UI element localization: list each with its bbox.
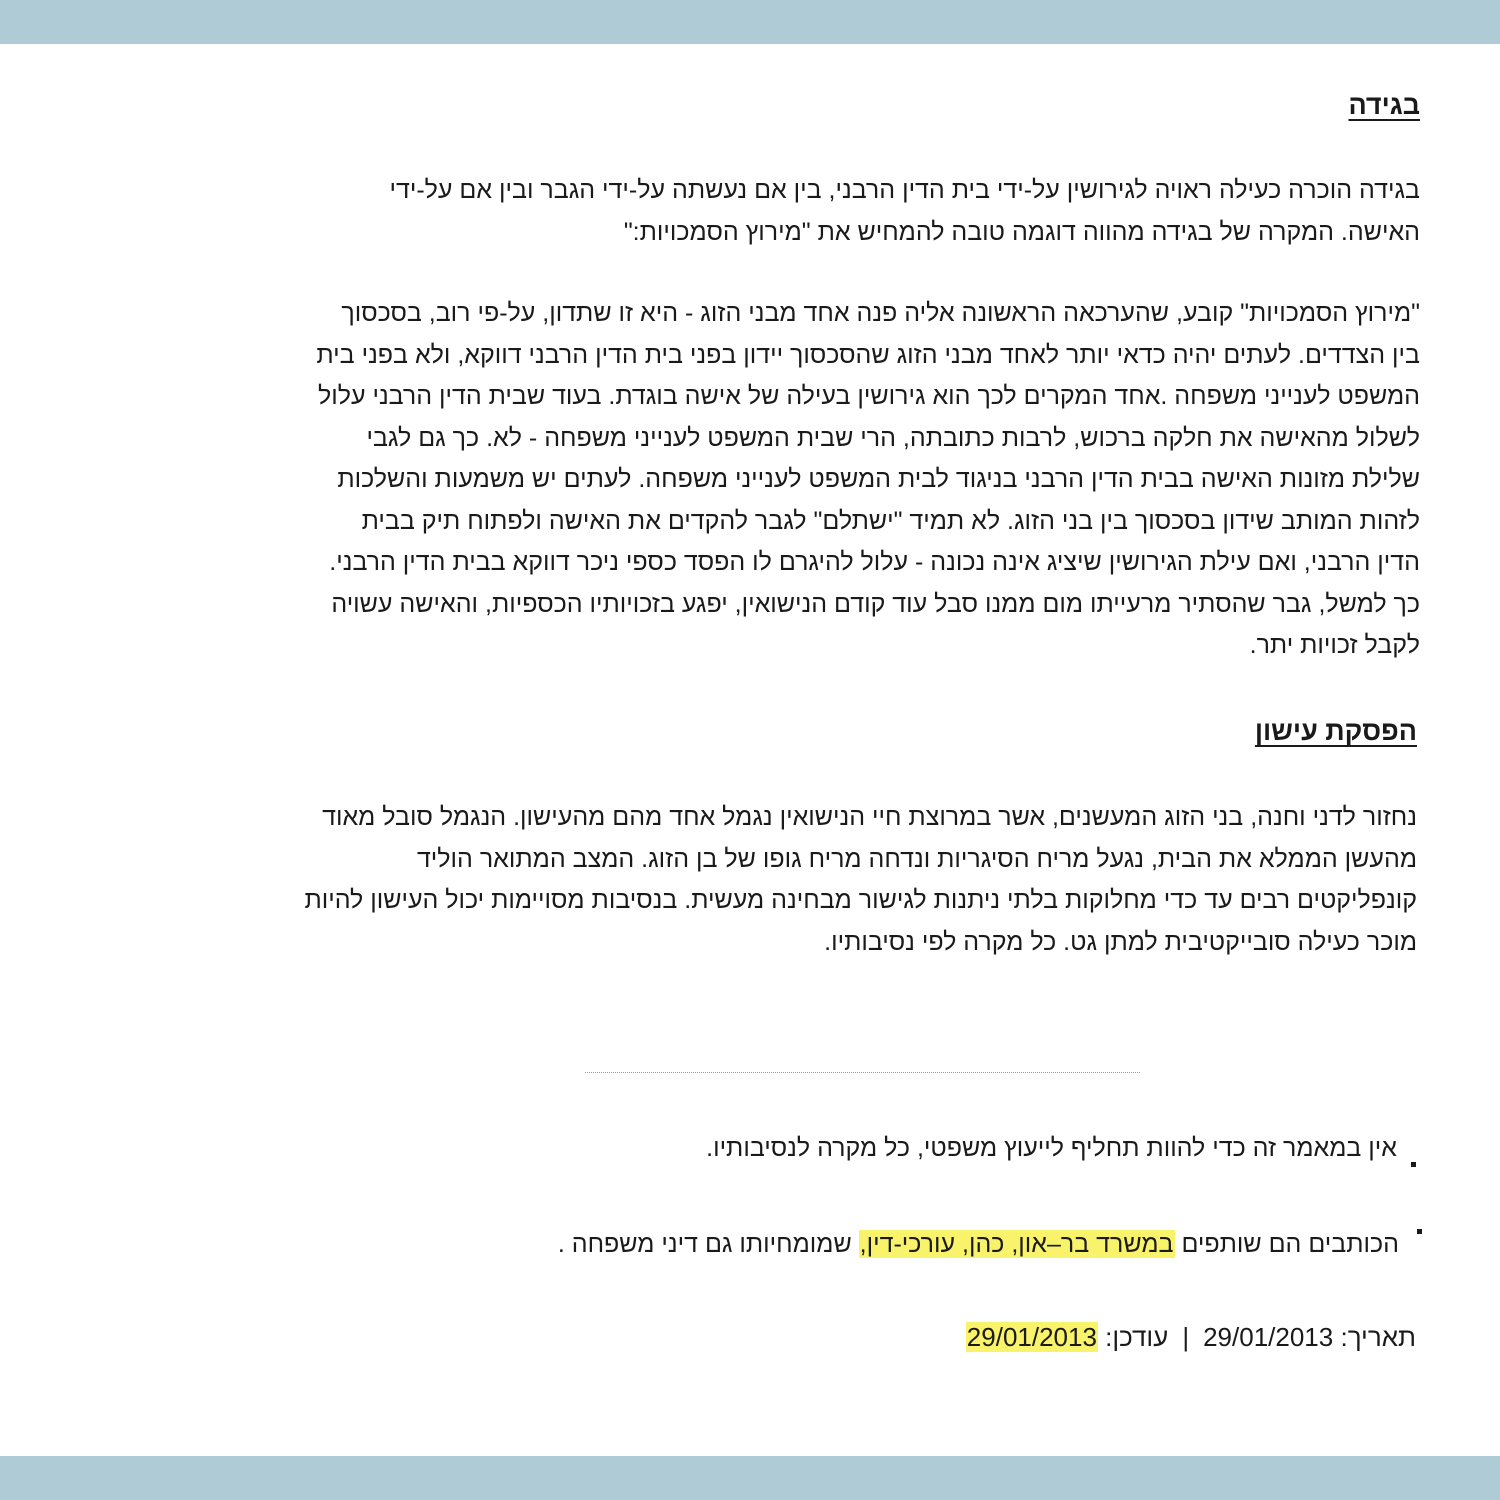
paragraph-line: כך למשל, גבר שהסתיר מרעייתו מום ממנו סבל עוד קודם הנישואין, יפגע בזכויותיו הכספיות, והאישה עשויה [331,589,1420,618]
paragraph-line: מוכר כעילה סובייקטיבית למתן גט. כל מקרה לפי נסיבותיו. [824,927,1417,956]
infidelity-intro-paragraph [208,170,1420,253]
paragraph-line: מהעשן הממלא את הבית, נגעל מריח הסיגריות ונדחה מריח גופו של בן הזוג. המצב המתואר הוליד [416,844,1417,873]
section-title-infidelity: בגידה [1348,90,1420,120]
paragraph-line: בין הצדדים. לעתים יהיה כדאי יותר לאחד מבני הזוג שהסכסוך יידון בפני בית הדין הרבני דווקא, ולא בפני בית [316,340,1420,369]
paragraph-line: לשלול מהאישה את חלקה ברכוש, לרבות כתובתה, הרי שבית המשפט לענייני משפחה - לא. כך גם לגבי [366,423,1420,452]
paragraph-line: לקבל זכויות יתר. [1249,631,1420,659]
footnote-divider [585,1072,1140,1073]
date-value: 29/01/2013 [1203,1322,1334,1352]
paragraph-line: קונפליקטים רבים עד כדי מחלוקות בלתי ניתנות לגישור מבחינה מעשית. בנסיבות מסויימות יכול העישון להיות [304,886,1417,914]
date-separator: | [1182,1322,1190,1352]
paragraph-line: הדין הרבני, ואם עילת הגירושין שיציג אינה נכונה - עלול להיגרם לו הפסד כספי ניכר דווקא בבית הדין הרבני. [329,548,1420,576]
updated-date-value: 29/01/2013 [966,1322,1097,1352]
authors-note [558,1230,1399,1259]
paragraph-line: "מירוץ הסמכויות" קובע, שהערכאה הראשונה אליה פנה אחד מבני הזוג - היא זו שתדון, על-פי רוב, בסכסוך [341,299,1420,327]
disclaimer-note: אין במאמר זה כדי להוות תחליף לייעוץ משפטי, כל מקרה לנסיבותיו. [706,1134,1397,1162]
authors-note-text: הכותבים הם שותפים [1174,1230,1399,1258]
bullet-marker [1417,1229,1422,1234]
updated-label: עודכן: [1105,1322,1169,1352]
date-line [966,1322,1416,1353]
authors-note-text-end: שמומחיותו גם דיני משפחה . [557,1230,859,1258]
date-label: תאריך: [1340,1322,1416,1352]
paragraph-line: נחזור לדני וחנה, בני הזוג המעשנים, אשר במרוצת חיי הנישואין נגמל אחד מהם מהעישון. הנגמל סובל מאוד [322,803,1417,831]
paragraph-line: האישה. המקרה של בגידה מהווה דוגמה טובה להמחיש את "מירוץ הסמכויות:" [623,217,1420,246]
paragraph-line: המשפט לענייני משפחה .אחד המקרים לכך הוא גירושין בעילה של אישה בוגדת. בעוד שבית הדין הרבני עלול [317,382,1420,410]
paragraph-line: בגידה הוכרה כעילה ראויה לגירושין על-ידי בית הדין הרבני, בין אם נעשתה על-ידי הגבר ובין אם על-ידי [389,176,1420,204]
paragraph-line: לזהות המותב שידון בסכסוך בין בני הזוג. לא תמיד "ישתלם" לגבר להקדים את האישה ולפתוח תיק בבית [361,506,1420,535]
section-title-smoking-cessation: הפסקת עישון [1254,716,1417,746]
smoking-paragraph [139,797,1417,963]
firm-name-highlight: במשרד בר–און, כהן, עורכי-דין, [859,1230,1174,1258]
authority-race-paragraph [150,293,1420,667]
paragraph-line: שלילת מזונות האישה בבית הדין הרבני בניגוד לבית המשפט לענייני משפחה. לעתים יש משמעות והשלכות [337,465,1420,493]
bullet-marker [1411,1162,1416,1167]
